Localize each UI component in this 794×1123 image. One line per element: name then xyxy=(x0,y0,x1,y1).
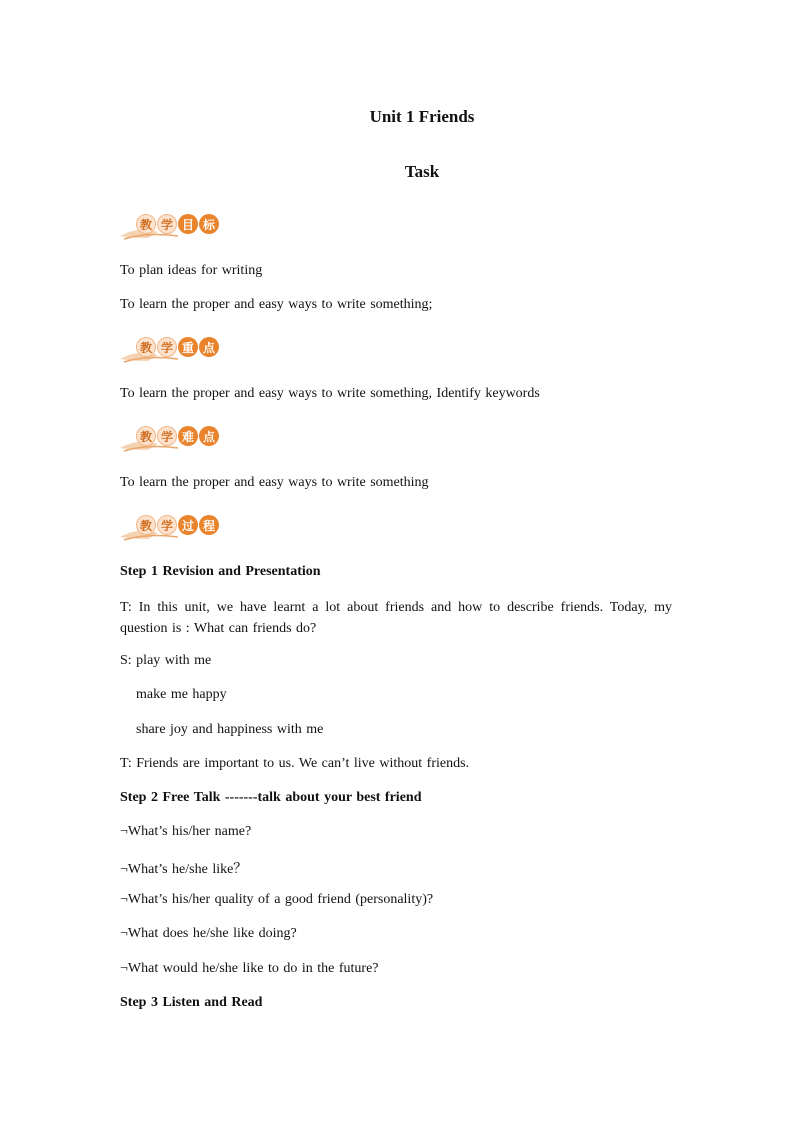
badge-char: 过 xyxy=(178,515,198,535)
badge-char: 教 xyxy=(136,515,156,535)
badge-char: 学 xyxy=(157,515,177,535)
teaching-process-badge xyxy=(118,513,228,543)
badge-char: 学 xyxy=(157,214,177,234)
teaching-objectives-badge xyxy=(118,212,228,242)
teaching-key-points-badge xyxy=(118,335,228,365)
badge-char: 学 xyxy=(157,337,177,357)
badge-char: 点 xyxy=(199,337,219,357)
step1-student-answer: make me happy xyxy=(136,687,227,702)
objective-line: To plan ideas for writing xyxy=(120,263,263,278)
difficulty-line: To learn the proper and easy ways to write something xyxy=(120,475,429,490)
badge-char: 点 xyxy=(199,426,219,446)
key-point-line: To learn the proper and easy ways to write something, Identify keywords xyxy=(120,386,540,401)
badge-char: 重 xyxy=(178,337,198,357)
objective-line: To learn the proper and easy ways to write something; xyxy=(120,297,433,312)
badge-char: 程 xyxy=(199,515,219,535)
step2-question: ¬What’s he/she like？ xyxy=(120,862,248,877)
step1-teacher-reply: T: Friends are important to us. We can’t live without friends. xyxy=(120,756,470,771)
teaching-difficulties-badge xyxy=(118,424,228,454)
badge-char: 教 xyxy=(136,426,156,446)
step1-student-answer: share joy and happiness with me xyxy=(136,722,324,737)
step2-question: ¬What would he/she like to do in the future? xyxy=(120,961,379,976)
badge-char: 学 xyxy=(157,426,177,446)
step2-heading: Step 2 Free Talk -------talk about your best friend xyxy=(120,790,422,805)
document-title: Unit 1 Friends xyxy=(369,107,475,126)
step1-teacher-question: T: In this unit, we have learnt a lot about friends and how to describe friends. Today, my question is : What can friends do? xyxy=(120,600,672,636)
badge-char: 教 xyxy=(136,214,156,234)
badge-char: 难 xyxy=(178,426,198,446)
document-subtitle: Task xyxy=(404,162,440,181)
step2-question: ¬What’s his/her quality of a good friend (personality)? xyxy=(120,892,434,907)
step1-heading: Step 1 Revision and Presentation xyxy=(120,564,321,579)
step2-question: ¬What’s his/her name? xyxy=(120,824,252,839)
badge-char: 教 xyxy=(136,337,156,357)
step1-student-answer: S: play with me xyxy=(120,653,212,668)
step3-heading: Step 3 Listen and Read xyxy=(120,995,263,1010)
step2-question: ¬What does he/she like doing? xyxy=(120,926,297,941)
badge-char: 标 xyxy=(199,214,219,234)
badge-char: 目 xyxy=(178,214,198,234)
